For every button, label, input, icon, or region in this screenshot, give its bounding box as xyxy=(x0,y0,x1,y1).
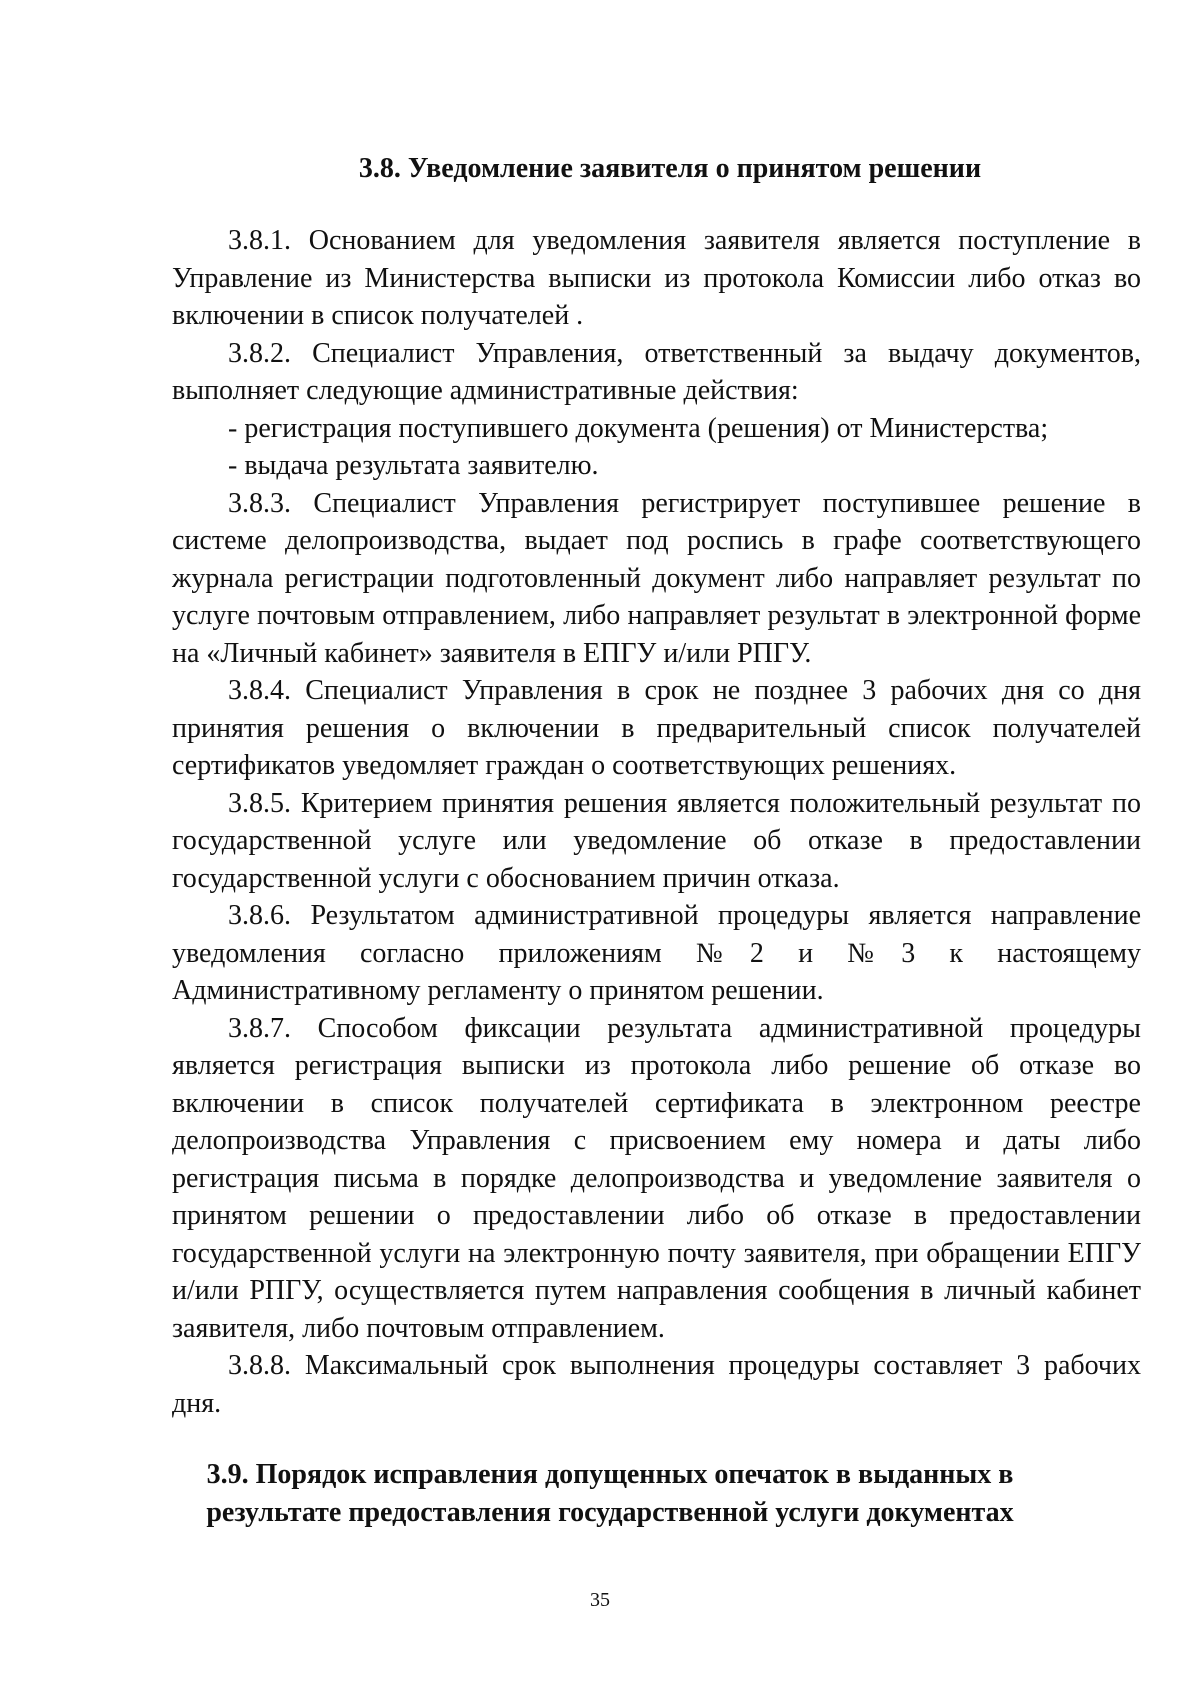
paragraph-3-8-7: 3.8.7. Способом фиксации результата административной процедуры является регистрация выписки из протокола либо решение об отказе во включении в список получателей сертификата в электронном реестре делопроизводства Управления с присвоением ему номера и даты либо регистрация письма в порядке делопроизводства и уведомление заявителя о принятом решении о предоставлении либо об отказе в предоставлении государственной услуги на электронную почту заявителя, при обращении ЕПГУ и/или РПГУ, осуществляется путем направления сообщения в личный кабинет заявителя, либо почтовым отправлением. xyxy=(172,1012,1141,1344)
section-3-8-body xyxy=(172,222,1141,1422)
section-heading-3-9-line1: 3.9. Порядок исправления допущенных опечаток в выданных в xyxy=(206,1459,1014,1490)
paragraph-3-8-4: 3.8.4. Специалист Управления в срок не позднее 3 рабочих дня со дня принятия решения о включении в предварительный список получателей сертификатов уведомляет граждан о соответствующих решениях. xyxy=(172,675,1141,781)
list-item-registration: - регистрация поступившего документа (решения) от Министерства; xyxy=(228,412,1049,444)
page-number: 35 xyxy=(590,1589,610,1611)
paragraph-3-8-5: 3.8.5. Критерием принятия решения является положительный результат по государственной услуге или уведомление об отказе в предоставлении государственной услуги с обоснованием причин отказа. xyxy=(172,787,1141,894)
paragraph-3-8-8: 3.8.8. Максимальный срок выполнения процедуры составляет 3 рабочих дня. xyxy=(172,1350,1141,1419)
list-item-issuance: - выдача результата заявителю. xyxy=(228,450,599,481)
paragraph-3-8-6: 3.8.6. Результатом административной процедуры является направление уведомления согласно приложениям №2 и №3 к настоящему Административному регламенту о принятом решении. xyxy=(172,900,1141,1006)
section-heading-3-9 xyxy=(180,1456,1040,1532)
paragraph-3-8-2: 3.8.2. Специалист Управления, ответственный за выдачу документов, выполняет следующие административные действия: xyxy=(172,337,1141,406)
paragraph-3-8-1: 3.8.1. Основанием для уведомления заявителя является поступление в Управление из Министерства выписки из протокола Комиссии либо отказ во включении в список получателей . xyxy=(172,225,1141,331)
paragraph-3-8-3: 3.8.3. Специалист Управления регистрирует поступившее решение в системе делопроизводства, выдает под роспись в графе соответствующего журнала регистрации подготовленный документ либо направляет результат по услуге почтовым отправлением, либо направляет результат в электронной форме на «Личный кабинет» заявителя в ЕПГУ и/или РПГУ. xyxy=(172,487,1141,669)
section-heading-3-8: 3.8. Уведомление заявителя о принятом решении xyxy=(358,153,982,184)
section-heading-3-9-line2: результате предоставления государственной услуги документах xyxy=(206,1497,1014,1528)
